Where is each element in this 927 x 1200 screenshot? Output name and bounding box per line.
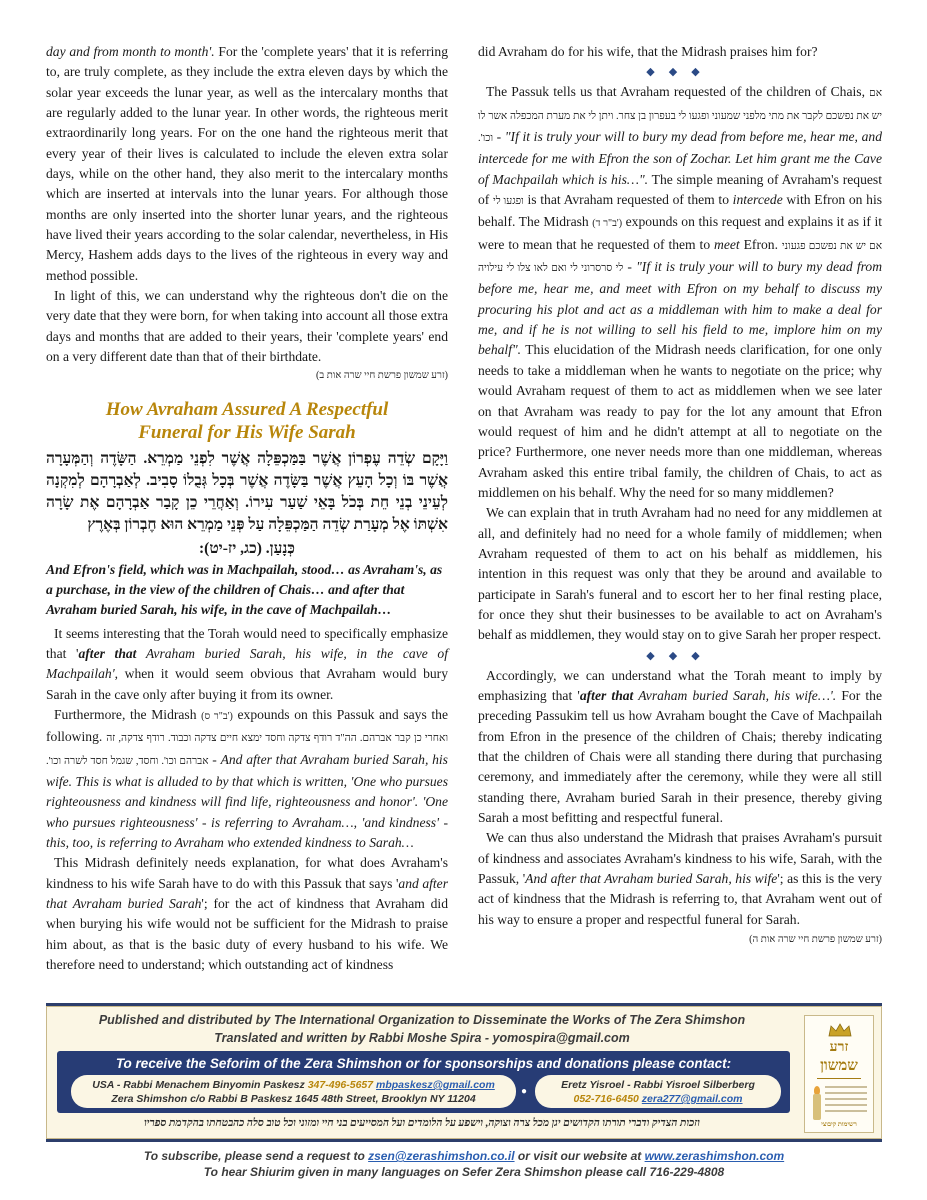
logo-divider (817, 1078, 861, 1079)
usa-phone[interactable]: 347-496-5657 (307, 1079, 374, 1091)
shiurim-line: To hear Shiurim given in many languages on Sefer Zera Shimshon please call 716-229-4808 (203, 1165, 725, 1179)
source-ref: (ב"ר ס') (201, 710, 233, 722)
israel-phone[interactable]: 052-716-6450 (573, 1093, 639, 1105)
hebrew-quote: ופגעו לי (493, 196, 524, 208)
contact-band (57, 1051, 790, 1113)
text: Furthermore, the Midrash (54, 706, 197, 722)
logo-text-line (825, 1086, 867, 1088)
contact-heading: To receive the Seforim of the Zera Shimshon or for sponsorships and donations please contact: (115, 1056, 732, 1071)
source-citation: (זרע שמשון פרשת חיי שרה אות ה) (749, 934, 882, 946)
paragraph (46, 853, 448, 975)
text: The simple meaning of Avraham's request of (478, 171, 882, 208)
text: Accordingly, we can understand what the Torah meant to imply by emphasizing that ' (478, 667, 882, 703)
israel-contact (535, 1075, 781, 1108)
logo-caption: רשימות קיבוצי (821, 1121, 857, 1128)
israel-contact-details (535, 1092, 781, 1106)
italic-text: Avraham buried Sarah, his wife…'. (633, 687, 837, 703)
hebrew-quote: ואחרי כן קבר אברהם. הה"ד רודף צדקה וחסד ימצא חיים צדקה וכבוד. רודף צדקה, זה אברהם וכו'. וחסד, שגמל חסד לשרה וכו'. (46, 733, 449, 767)
italic-text: And after that Avraham buried Sarah, his wife (525, 871, 778, 887)
right-column (478, 42, 882, 950)
text: Efron. (739, 236, 778, 252)
text: To subscribe, please send a request to (143, 1149, 369, 1163)
footer-box (46, 1006, 882, 1139)
text: is that Avraham requested of them to (523, 192, 733, 208)
paragraph (478, 666, 882, 829)
israel-contact-line: Eretz Yisroel - Rabbi Yisroel Silberberg (561, 1079, 755, 1091)
bullet-icon: ● (520, 1086, 528, 1097)
subscribe-line (46, 1149, 882, 1163)
text: This Midrash definitely needs explanation, for what does Avraham's kindness to his wife Sarah have to do with this Passuk that says ' (46, 855, 448, 891)
title-line: Funeral for His Wife Sarah (138, 421, 356, 443)
paragraph: did Avraham do for his wife, that the Midrash praises him for? (478, 44, 818, 59)
logo-text-line (825, 1092, 867, 1094)
italic-text: - "If it is truly your will to bury my dead from before me, hear me, and meet with Efron on my behalf to discuss my procuring his plot and act as a middleman with him to make a deal for me, and if he is not willing to sell his field to me, implore him on my behalf". (478, 259, 883, 358)
usa-contact (71, 1075, 516, 1108)
title-line: How Avraham Assured A Respectful (105, 398, 389, 420)
hebrew-quote: אם יש את נפשכם פגעוני לי סרסרוני לי ואם לאו צלו לי עילויה (478, 240, 882, 275)
section-title (46, 398, 448, 444)
israel-email-link[interactable]: zera277@gmail.com (641, 1093, 743, 1105)
text: For the 'complete years' that it is referring to, are truly complete, as they include the extra eleven days by which the solar year exceeds the lunar year, as well as the intercalary months that are regularly added to the lunar year. In other words, the righteous merit extraordinarily long years. For on the one hand the righteous merit that every year of their lives is calculated to include the eleven extra solar days, while on the other hand, they also merit to the intercalary months which are inserted at intervals into the lunar years. For although those months are only inserted into the shorter lunar years, and the righteous have lived their years according to the solar calendar, nevertheless, in His Mercy, Hashem adds days to the lives of the righteous in every way and method possible. (46, 44, 448, 283)
source-citation: (זרע שמשון פרשת חיי שרה אות ב) (316, 369, 448, 381)
paragraph (478, 82, 882, 503)
subscribe-email-link[interactable]: zsen@zerashimshon.co.il (368, 1149, 515, 1163)
hebrew-blessing: וזכות הצדיק ודברי תורתו הקדושים יגן מכל צרה וצוקה, וישפע על הלומדים ועל המסייעים בני חיי ומזוני וכל טוב סלה כהבטחתו בהקדמת ספריו (144, 1118, 700, 1129)
text: Translated and written by (214, 1031, 369, 1045)
paragraph (478, 828, 883, 946)
paragraph (46, 705, 448, 853)
text: expounds on this request and explains it as if it were to mean that he requested of them to (478, 214, 883, 252)
logo-text: שמשון (820, 1058, 858, 1074)
hebrew-quote: אם יש את נפשכם לקבר את מתי מלפני שמעוני ופגעו לי בעפרון בן צחר. ויתן לי את מערת המכפלה אשר לו וכו'. (478, 88, 882, 145)
paragraph (46, 42, 448, 286)
diamond-separator: ◆◆◆ (646, 649, 714, 662)
text: expounds on this Passuk and says the following. (46, 706, 448, 745)
italic-text: - And after that Avraham buried Sarah, his wife. This is what is alluded to by that which is written, 'One who pursues righteousness and kindness will find life, righteousness and honor'. 'One who pursues righteousness' - is referring to Avraham…, 'and kindness' - this, too, is referring to Avraham who extended kindness to Sarah… (46, 751, 448, 850)
italic-text: intercede (732, 192, 783, 208)
text: We can thus also understand the Midrash that praises Avraham's pursuit of kindness and associates Avraham's kindness to his wife, Sarah, with the Passuk, ' (478, 830, 882, 887)
hebrew-verse: וַיָּקָם שְׂדֵה עֶפְרוֹן אֲשֶׁר בַּמַּכְפֵּלָה אֲשֶׁר לִפְנֵי מַמְרֵא. הַשָּׂדֶה וְהַמְּעָרָה אֲשֶׁר בּוֹ וְכָל הָעֵץ אֲשֶׁר בַּשָּׂדֶה אֲשֶׁר בְּכָל גְּבֻלוֹ סָבִיב. לְאַבְרָהָם לְמִקְנָה לְעֵינֵי בְנֵי חֵת בְּכֹל בָּאֵי שַׁעַר עִירוֹ. וְאַחֲרֵי כֵן קָבַר אַבְרָהָם אֶת שָׂרָה אִשְׁתּוֹ אֶל מְעָרַת שְׂדֵה הַמַּכְפֵּלָה עַל פְּנֵי מַמְרֵא הוּא חֶבְרוֹן בְּאֶרֶץ (46, 449, 448, 533)
text: with Efron on his behalf. The Midrash (478, 192, 883, 230)
italic-text: and after that Avraham buried Sarah (46, 875, 448, 911)
italic-text: meet (714, 236, 740, 252)
text: or visit our website at (514, 1149, 645, 1163)
crown-icon (827, 1022, 853, 1038)
italic-text: Avraham buried Sarah, his wife, in the cave of Machpailah' (46, 645, 449, 682)
translator-line (47, 1031, 797, 1045)
candle-icon (813, 1094, 821, 1120)
source-ref: (ב"ר ד') (592, 218, 623, 230)
text: The Passuk tells us that Avraham requested of the children of Chais, (486, 84, 865, 100)
translator-contact: Rabbi Moshe Spira - yomospira@gmail.com (368, 1031, 630, 1045)
italic-text: day and from month to month'. (46, 44, 215, 59)
text: This elucidation of the Midrash needs clarification, for one only needs to take a middleman when he wants to negotiate on the price; why would Avraham request of them to act as middlemen when we see later on that Avraham was ready to pay for the lot any amount that Efron would request of him and he didn't attempt at all to negotiate on the price? Furthermore, one never needs more than one middleman, whereas Avraham asked this entire tribal family, the children of Chais, to act as middlemen on his behalf. Why the need for so many middlemen? (478, 342, 882, 500)
usa-contact-line (71, 1078, 516, 1092)
italic-text: - "If it is truly your will to bury my dead from before me, hear me, and intercede for me with Efron the son of Zochar. Let him grant me the Cave of Machpailah which is his…". (478, 129, 882, 187)
text: For the preceding Passukim tell us how Avraham bought the Cave of Machpailah from Efron in the presence of the children of Chais; thereby indicating that the children of Chais were all standing there during that purchasing ceremony, and immediately after the ceremony, while they were all still standing there, Avraham buried Sarah in their presence, thereby giving Sarah a most befitting and respectful funeral. (478, 687, 883, 826)
publisher-line: Published and distributed by The International Organization to Disseminate the Works of The Zera Shimshon (98, 1013, 746, 1027)
paragraph: We can explain that in truth Avraham had no need for any middlemen at all, and definitely had no need for a whole family of middlemen; when Avraham requested of them to act on his behalf as middlemen, his intention in this request was only that they be around and available to participate in Sarah's funeral and to escort her to her final resting place, for once they shut their businesses to be available to act on Avraham's behalf as middlemen, they would stay on to give Sarah her proper respect. (478, 505, 882, 643)
text: '; as this is the very act of kindness that the Midrash is referring to, that Avraham went out of his way to ensure a proper and respectful funeral for Sarah. (478, 871, 883, 927)
emphasis: after that (579, 687, 634, 703)
text: It seems interesting that the Torah would need to specifically emphasize that ' (46, 625, 448, 661)
logo-text-line (825, 1098, 867, 1100)
logo-text: זרע (829, 1040, 849, 1055)
paragraph (46, 624, 448, 705)
verse-translation: And Efron's field, which was in Machpailah, stood… as Avraham's, as a purchase, in the view of the children of Chais… and after that Avraham buried Sarah, his wife, in the cave of Machpailah… (46, 561, 443, 617)
logo-text-line (825, 1110, 867, 1112)
emphasis: after that (78, 645, 137, 661)
logo-text-line (825, 1104, 867, 1106)
text: USA - Rabbi Menachem Binyomin Paskesz (92, 1079, 308, 1091)
footer-rule (46, 1139, 882, 1142)
hebrew-verse-end: כְּנָעַן. (כג, יז-יט): (199, 539, 295, 557)
website-link[interactable]: www.zerashimshon.com (644, 1149, 785, 1163)
usa-address: Zera Shimshon c/o Rabbi B Paskesz 1645 48th Street, Brooklyn NY 11204 (111, 1093, 476, 1105)
text: '; for the act of kindness that Avraham did when burying his wife would not be sufficient for the Midrash to praise him about, as that is the basic duty of every husband to his wife. We therefore need to understand; which outstanding act of kindness (46, 895, 448, 972)
usa-email-link[interactable]: mbpaskesz@gmail.com (376, 1079, 495, 1091)
left-column (46, 42, 448, 975)
diamond-separator: ◆◆◆ (646, 66, 714, 79)
zera-shimshon-logo (804, 1015, 874, 1133)
paragraph: In light of this, we can understand why the righteous don't die on the very date that they were born, for when taking into account all those extra days and months that are added to their years, their 'complete years' end on a very different date than that of their birthdate. (46, 288, 448, 365)
text: , when it would seem obvious that Avraham would bury Sarah in the cave only after buying it from its owner. (46, 666, 448, 702)
